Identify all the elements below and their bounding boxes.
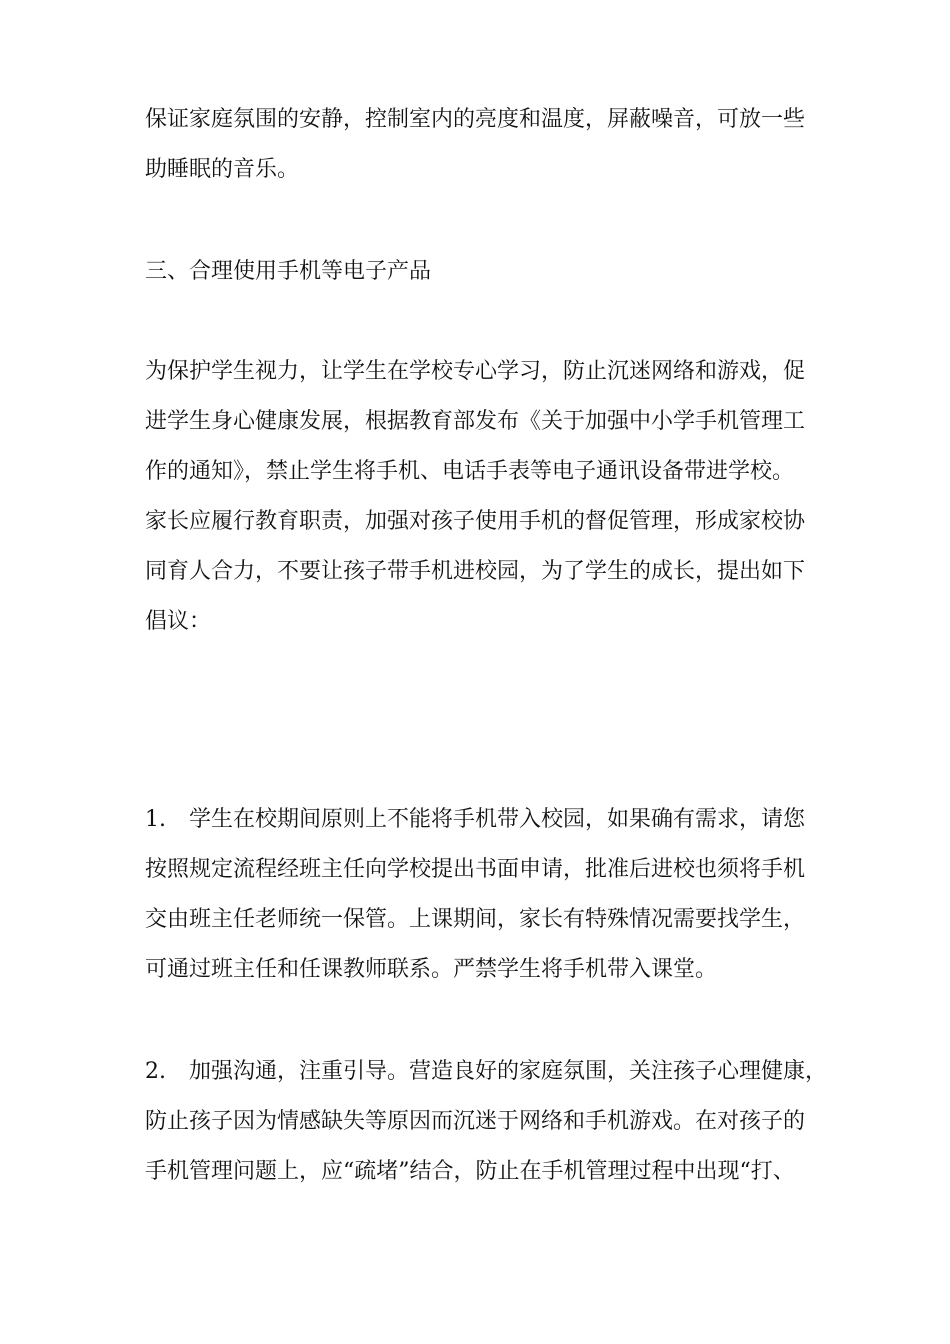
list-item-number: 1. [145, 807, 166, 832]
paragraph-line: 助睡眠的音乐。 [145, 157, 300, 182]
list-item-text: 学生在校期间原则上不能将手机带入校园，如果确有需求，请您 [189, 807, 806, 832]
section-heading: 三、合理使用手机等电子产品 [145, 259, 432, 284]
paragraph-line: 手机管理问题上，应“疏堵”结合，防止在手机管理过程中出现“打、 [145, 1159, 795, 1184]
paragraph-line: 交由班主任老师统一保管。上课期间，家长有特殊情况需要找学生， [145, 907, 806, 932]
list-item-text: 加强沟通，注重引导。营造良好的家庭氛围，关注孩子心理健康， [189, 1059, 828, 1084]
paragraph-line: 倡议： [145, 609, 212, 634]
paragraph-line: 保证家庭氛围的安静，控制室内的亮度和温度，屏蔽噪音，可放一些 [145, 107, 806, 132]
paragraph-line: 同育人合力，不要让孩子带手机进校园，为了学生的成长，提出如下 [145, 559, 806, 584]
paragraph-line: 家长应履行教育职责，加强对孩子使用手机的督促管理，形成家校协 [145, 509, 806, 534]
paragraph-line: 按照规定流程经班主任向学校提出书面申请，批准后进校也须将手机 [145, 857, 806, 882]
list-item-number: 2. [145, 1059, 166, 1084]
paragraph-line: 作的通知》，禁止学生将手机、电话手表等电子通讯设备带进学校。 [145, 459, 795, 484]
list-item-1-first-line [145, 800, 825, 840]
paragraph-line: 进学生身心健康发展，根据教育部发布《关于加强中小学手机管理工 [145, 409, 806, 434]
paragraph-line: 可通过班主任和任课教师联系。严禁学生将手机带入课堂。 [145, 957, 718, 982]
list-item-2-first-line [145, 1052, 828, 1092]
paragraph-line: 防止孩子因为情感缺失等原因而沉迷于网络和手机游戏。在对孩子的 [145, 1109, 806, 1134]
paragraph-line: 为保护学生视力，让学生在学校专心学习，防止沉迷网络和游戏，促 [145, 359, 806, 384]
